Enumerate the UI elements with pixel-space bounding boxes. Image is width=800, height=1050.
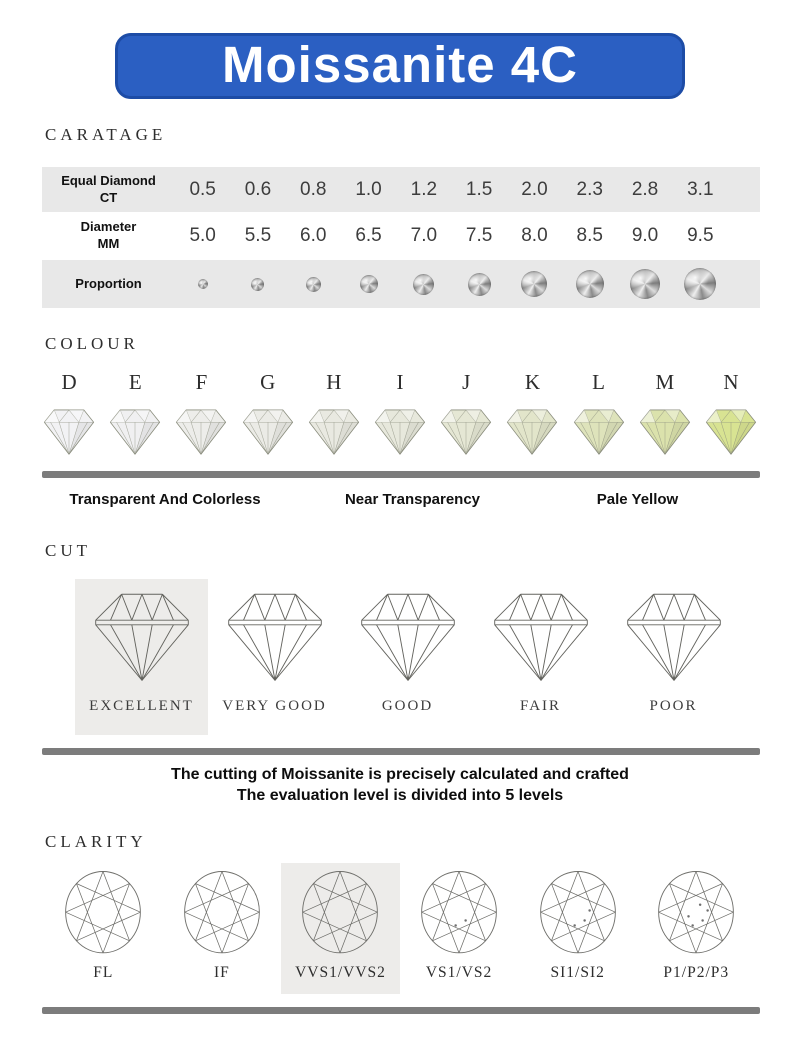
proportion-gem-icon: [576, 270, 604, 298]
colour-gem-icon: [102, 405, 168, 458]
clarity-grade-label: SI1/SI2: [550, 964, 605, 982]
ct-value: 1.0: [355, 178, 382, 200]
colour-group-label: Near Transparency: [344, 491, 481, 508]
table-row-equal-diamond-ct: [42, 167, 760, 212]
colour-gem-icon: [367, 405, 433, 458]
colour-grade: I: [396, 370, 404, 394]
colour-gem-icon: [235, 405, 301, 458]
colour-grade: N: [723, 370, 739, 394]
mm-value: 7.5: [465, 225, 493, 246]
clarity-stone-diagram-icon: [654, 869, 738, 957]
colour-group-label: Pale Yellow: [596, 491, 679, 508]
clarity-grade-item: [281, 863, 400, 994]
ct-value: 1.5: [465, 178, 493, 200]
row-label-ct: Equal Diamond CT: [61, 172, 156, 205]
colour-gem-icon: [499, 405, 565, 458]
clarity-stone-diagram-icon: [417, 869, 501, 957]
ct-value: 1.2: [410, 178, 438, 200]
mm-value: 5.0: [189, 225, 216, 246]
colour-gem-row: [36, 405, 764, 458]
ct-value: 0.8: [300, 178, 327, 200]
colour-gem-icon: [433, 405, 499, 458]
caratage-heading: CARATAGE: [45, 125, 167, 144]
row-label-proportion: Proportion: [75, 275, 142, 291]
mm-value: 9.0: [631, 225, 659, 246]
colour-group-label: Transparent And Colorless: [69, 491, 261, 508]
cut-grade-label: FAIR: [519, 698, 562, 714]
page-title: Moissanite 4C: [222, 35, 578, 93]
proportion-gem-icon: [360, 275, 378, 293]
cut-diamond-diagram-icon: [352, 585, 464, 685]
cut-note: [0, 764, 800, 806]
clarity-heading: CLARITY: [45, 832, 147, 852]
mm-values: [175, 225, 760, 247]
mm-value: 6.0: [300, 225, 327, 246]
proportion-gem-icon: [630, 269, 660, 299]
cut-grades-row: [75, 579, 740, 735]
cut-diamond-diagram-icon: [618, 585, 730, 685]
colour-grade: G: [260, 370, 276, 394]
clarity-grade-label: FL: [93, 964, 114, 982]
colour-grade-letters: [36, 370, 764, 395]
clarity-stone-diagram-icon: [61, 869, 145, 957]
proportion-gem-icon: [198, 279, 208, 289]
cut-grade-item: [75, 579, 208, 735]
ct-value: 3.1: [687, 178, 714, 200]
clarity-stone-diagram-icon: [536, 869, 620, 957]
cut-grade-item: [341, 579, 474, 735]
colour-grade: M: [655, 370, 675, 394]
colour-gem-icon: [36, 405, 102, 458]
clarity-grades-row: [44, 863, 756, 994]
ct-values: [175, 179, 760, 201]
title-banner: [115, 33, 685, 99]
colour-grade: H: [326, 370, 342, 394]
cut-grade-label: VERY GOOD: [222, 698, 327, 714]
mm-value: 9.5: [687, 225, 714, 246]
mm-value: 5.5: [244, 225, 272, 246]
mm-value: 8.0: [521, 225, 548, 246]
cut-grade-item: [474, 579, 607, 735]
cut-grade-label: EXCELLENT: [89, 698, 194, 714]
mm-value: 6.5: [355, 225, 382, 246]
proportion-gem-icon: [413, 274, 434, 295]
colour-divider: [42, 471, 760, 478]
caratage-table: [42, 167, 760, 308]
clarity-grade-label: VVS1/VVS2: [295, 964, 386, 982]
ct-value: 0.5: [189, 178, 216, 200]
cut-diamond-diagram-icon: [219, 585, 331, 685]
clarity-divider: [42, 1007, 760, 1014]
clarity-grade-label: VS1/VS2: [425, 964, 493, 982]
cut-note-line1: The cutting of Moissanite is precisely calculated and crafted: [171, 766, 629, 783]
colour-gem-icon: [698, 405, 764, 458]
proportion-gem-icon: [251, 278, 264, 291]
clarity-grade-item: [163, 863, 282, 994]
colour-gem-icon: [301, 405, 367, 458]
colour-grade: F: [195, 370, 208, 394]
proportion-gem-icon: [306, 277, 321, 292]
cut-grade-label: GOOD: [381, 698, 434, 714]
colour-group-labels: [0, 491, 800, 515]
cut-diamond-diagram-icon: [86, 585, 198, 685]
ct-value: 2.3: [576, 178, 603, 200]
ct-value: 0.6: [244, 178, 272, 200]
proportion-gems: [175, 268, 760, 300]
proportion-gem-icon: [684, 268, 716, 300]
clarity-grade-label: IF: [213, 964, 230, 982]
ct-value: 2.0: [521, 178, 548, 200]
cut-note-line2: The evaluation level is divided into 5 levels: [236, 787, 564, 805]
mm-value: 7.0: [410, 225, 438, 246]
cut-diamond-diagram-icon: [485, 585, 597, 685]
clarity-grade-item: [518, 863, 637, 994]
clarity-grade-label: P1/P2/P3: [663, 964, 730, 982]
clarity-stone-diagram-icon: [298, 869, 382, 957]
colour-grade: D: [61, 370, 77, 394]
cut-grade-label: POOR: [649, 698, 698, 714]
colour-grade: J: [462, 370, 471, 394]
cut-grade-item: [607, 579, 740, 735]
ct-value: 2.8: [631, 178, 659, 200]
mm-value: 8.5: [576, 225, 603, 246]
colour-gem-icon: [566, 405, 632, 458]
clarity-grade-item: [637, 863, 756, 994]
table-row-diameter-mm: [42, 212, 760, 260]
clarity-grade-item: [400, 863, 519, 994]
colour-grade: K: [524, 370, 540, 394]
colour-grade: E: [128, 370, 142, 394]
table-row-proportion: [42, 260, 760, 308]
colour-grade: L: [592, 370, 605, 394]
row-label-mm: Diameter MM: [80, 219, 137, 251]
cut-heading: CUT: [45, 541, 91, 560]
colour-heading: COLOUR: [45, 334, 139, 353]
proportion-gem-icon: [521, 271, 547, 297]
colour-gem-icon: [632, 405, 698, 458]
proportion-gem-icon: [468, 273, 491, 296]
colour-gem-icon: [168, 405, 234, 458]
cut-divider: [42, 748, 760, 755]
cut-grade-item: [208, 579, 341, 735]
clarity-stone-diagram-icon: [180, 869, 264, 957]
clarity-grade-item: [44, 863, 163, 994]
